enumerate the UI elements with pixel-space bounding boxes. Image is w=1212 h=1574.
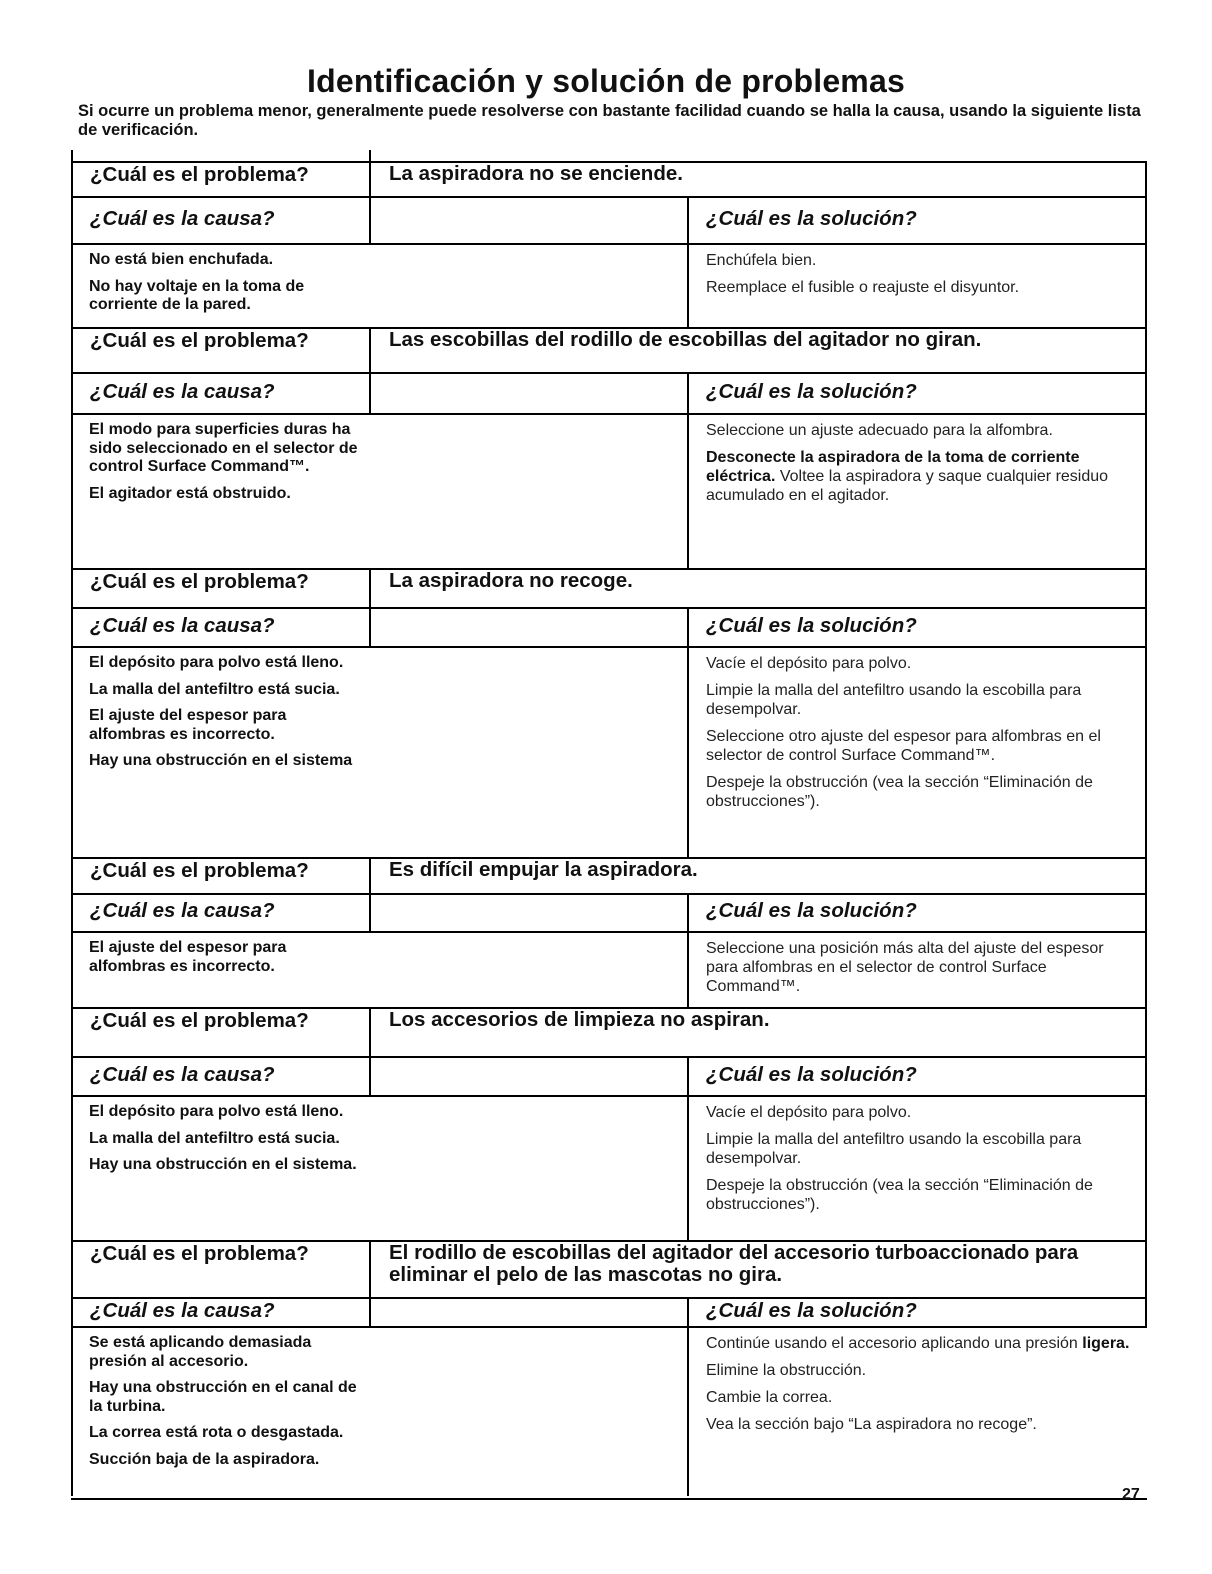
cause-label: ¿Cuál es la causa? <box>90 1063 275 1086</box>
solution-item <box>706 1388 1138 1407</box>
solution-item <box>706 654 1138 673</box>
cause-item: El agitador está obstruido. <box>89 484 291 502</box>
solution-bold-text: ligera. <box>1082 1335 1130 1352</box>
table-border-vertical <box>71 150 73 1496</box>
table-border-vertical <box>687 196 689 327</box>
solution-bold-text: Desconecte la aspiradora de la toma de corriente eléctrica. <box>706 449 1080 485</box>
cause-item: Succión baja de la aspiradora. <box>89 1450 320 1468</box>
table-border-horizontal <box>71 893 1147 895</box>
solution-list <box>706 421 1138 513</box>
solution-text: Reemplace el fusible o reajuste el disyuntor. <box>706 279 1020 296</box>
cause-item: El modo para superficies duras ha sido seleccionado en el selector de control Surface Command™. <box>89 421 358 475</box>
table-border-vertical <box>1145 161 1147 327</box>
problem-label: ¿Cuál es el problema? <box>90 1242 309 1265</box>
table-border-horizontal <box>71 196 1147 198</box>
problem-text: La aspiradora no recoge. <box>389 569 633 592</box>
problem-label: ¿Cuál es el problema? <box>90 859 309 882</box>
table-border-vertical <box>1145 327 1147 568</box>
solution-list <box>706 939 1138 1004</box>
page-number: 27 <box>1122 1486 1140 1503</box>
table-border-vertical <box>687 607 689 857</box>
solution-text: Vea la sección bajo “La aspiradora no recoge”. <box>706 1416 1037 1433</box>
table-border-vertical <box>369 568 371 646</box>
solution-item <box>706 1103 1138 1122</box>
cause-item: Hay una obstrucción en el canal de la turbina. <box>89 1379 357 1415</box>
solution-text: Seleccione un ajuste adecuado para la alfombra. <box>706 422 1053 439</box>
solution-item <box>706 939 1138 996</box>
solution-item <box>706 727 1138 765</box>
solution-text: Limpie la malla del antefiltro usando la escobilla para desempolvar. <box>706 682 1082 718</box>
table-border-vertical <box>1145 857 1147 1007</box>
table-border-vertical <box>1145 568 1147 857</box>
solution-text: Continúe usando el accesorio aplicando una presión <box>706 1335 1083 1352</box>
cause-item: Hay una obstrucción en el sistema. <box>89 1156 357 1173</box>
table-border-horizontal <box>71 646 1147 648</box>
table-border-horizontal <box>71 1056 1147 1058</box>
cause-label: ¿Cuál es la causa? <box>90 614 275 637</box>
table-border-horizontal <box>71 372 1147 374</box>
solution-list <box>706 1103 1138 1222</box>
solution-item <box>706 773 1138 811</box>
solution-label: ¿Cuál es la solución? <box>706 1063 917 1086</box>
cause-list <box>89 1103 361 1183</box>
cause-item: No está bien enchufada. <box>89 251 274 268</box>
cause-item: El depósito para polvo está lleno. <box>89 654 344 671</box>
solution-list <box>706 654 1138 819</box>
solution-label: ¿Cuál es la solución? <box>706 207 917 230</box>
cause-label: ¿Cuál es la causa? <box>90 1299 275 1322</box>
solution-label: ¿Cuál es la solución? <box>706 614 917 637</box>
solution-item <box>706 251 1138 270</box>
solution-list <box>706 1334 1138 1442</box>
table-border-vertical <box>369 1240 371 1326</box>
cause-label: ¿Cuál es la causa? <box>90 899 275 922</box>
solution-item <box>706 1415 1138 1434</box>
solution-label: ¿Cuál es la solución? <box>706 899 917 922</box>
table-border-vertical <box>687 893 689 1007</box>
problem-label: ¿Cuál es el problema? <box>90 163 309 186</box>
solution-text: Voltee la aspiradora y saque cualquier residuo acumulado en el agitador. <box>706 468 1109 504</box>
cause-label: ¿Cuál es la causa? <box>90 380 275 403</box>
intro-text: Si ocurre un problema menor, generalmente puede resolverse con bastante facilidad cuando se halla la causa, usando la siguiente lista de verificación. <box>78 102 1141 139</box>
cause-list <box>89 251 361 323</box>
solution-list <box>706 251 1138 305</box>
cause-item: El ajuste del espesor para alfombras es incorrecto. <box>89 707 287 743</box>
cause-item: La malla del antefiltro está sucia. <box>89 1129 340 1147</box>
table-border-vertical <box>1145 1240 1147 1326</box>
solution-item <box>706 1130 1138 1168</box>
page-title: Identificación y solución de problemas <box>307 63 905 99</box>
table-border-vertical <box>369 1007 371 1095</box>
solution-text: Elimine la obstrucción. <box>706 1362 867 1379</box>
table-border-vertical <box>687 1056 689 1240</box>
solution-item <box>706 1361 1138 1380</box>
cause-label: ¿Cuál es la causa? <box>90 207 275 230</box>
cause-item: El depósito para polvo está lleno. <box>89 1103 344 1120</box>
cause-item: El ajuste del espesor para alfombras es incorrecto. <box>89 939 287 975</box>
solution-text: Seleccione una posición más alta del ajuste del espesor para alfombras en el selector de control Surface Command™. <box>706 940 1104 995</box>
solution-text: Enchúfela bien. <box>706 252 817 269</box>
problem-text: Las escobillas del rodillo de escobillas del agitador no giran. <box>389 328 982 351</box>
table-border-vertical <box>687 372 689 568</box>
table-border-horizontal <box>71 607 1147 609</box>
solution-text: Despeje la obstrucción (vea la sección “Eliminación de obstrucciones”). <box>706 774 1093 810</box>
problem-text: Los accesorios de limpieza no aspiran. <box>389 1008 770 1031</box>
solution-item <box>706 278 1138 297</box>
table-border-vertical <box>687 1297 689 1496</box>
solution-text: Vacíe el depósito para polvo. <box>706 1104 912 1121</box>
cause-item: La correa está rota o desgastada. <box>89 1424 344 1441</box>
table-border-horizontal <box>71 243 1147 245</box>
problem-text: Es difícil empujar la aspiradora. <box>389 858 698 881</box>
solution-item <box>706 1176 1138 1214</box>
cause-list <box>89 1334 361 1477</box>
solution-text: Seleccione otro ajuste del espesor para alfombras en el selector de control Surface Command™. <box>706 728 1101 764</box>
problem-label: ¿Cuál es el problema? <box>90 1009 309 1032</box>
problem-text: La aspiradora no se enciende. <box>389 162 683 185</box>
table-border-vertical <box>369 857 371 931</box>
solution-text: Limpie la malla del antefiltro usando la escobilla para desempolvar. <box>706 1131 1082 1167</box>
problem-text: El rodillo de escobillas del agitador del accesorio turboaccionado para eliminar el pelo de las mascotas no gira. <box>389 1241 1079 1286</box>
table-border-vertical <box>369 327 371 413</box>
solution-label: ¿Cuál es la solución? <box>706 1299 917 1322</box>
solution-item <box>706 681 1138 719</box>
table-border-vertical <box>369 150 371 162</box>
solution-text: Vacíe el depósito para polvo. <box>706 655 912 672</box>
solution-item <box>706 448 1138 505</box>
table-border-vertical <box>1145 1007 1147 1240</box>
table-border-horizontal <box>71 1095 1147 1097</box>
solution-text: Despeje la obstrucción (vea la sección “Eliminación de obstrucciones”). <box>706 1177 1093 1213</box>
cause-list <box>89 421 361 511</box>
problem-label: ¿Cuál es el problema? <box>90 570 309 593</box>
table-border-horizontal <box>71 931 1147 933</box>
cause-item: No hay voltaje en la toma de corriente de la pared. <box>89 277 305 313</box>
cause-list <box>89 939 361 984</box>
solution-item <box>706 1334 1138 1353</box>
table-border-horizontal <box>71 1498 1147 1500</box>
problem-label: ¿Cuál es el problema? <box>90 329 309 352</box>
cause-list <box>89 654 361 779</box>
solution-item <box>706 421 1138 440</box>
cause-item: La malla del antefiltro está sucia. <box>89 680 340 698</box>
table-border-horizontal <box>71 1326 1147 1328</box>
solution-text: Cambie la correa. <box>706 1389 833 1406</box>
cause-item: Hay una obstrucción en el sistema <box>89 752 353 769</box>
table-border-horizontal <box>71 413 1147 415</box>
table-border-vertical <box>369 161 371 243</box>
cause-item: Se está aplicando demasiada presión al accesorio. <box>89 1334 312 1370</box>
solution-label: ¿Cuál es la solución? <box>706 380 917 403</box>
